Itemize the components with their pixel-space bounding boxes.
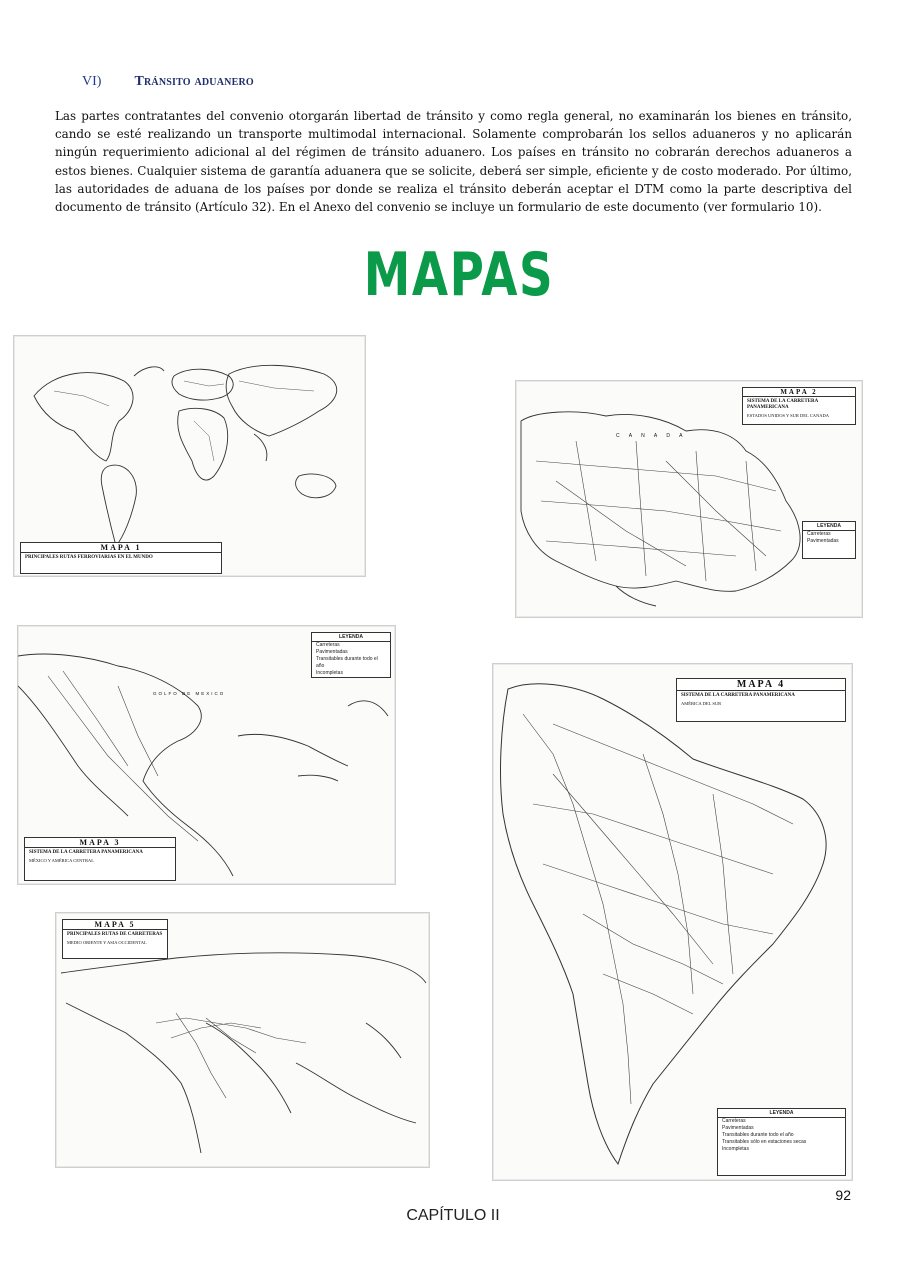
map-1	[13, 335, 366, 577]
map-3-label: MAPA 3	[25, 838, 175, 848]
map-3-legend-title: LEYENDA	[312, 633, 390, 642]
map-3-legend	[311, 632, 391, 678]
section-title: Tránsito aduanero	[134, 74, 254, 89]
map-3-legend-item: Incompletas	[316, 670, 343, 676]
map-4-legend-item: Transitables sólo en estaciones secas	[722, 1139, 807, 1145]
map-3-legend-item: Transitables durante todo el año	[316, 656, 378, 669]
map-4-legend-item: Transitables durante todo el año	[722, 1132, 794, 1138]
map-5	[55, 912, 430, 1168]
map-3-legend-item: Carreteras	[316, 642, 340, 648]
map-2-subtitle-2: ESTADOS UNIDOS Y SUR DEL CANADA	[747, 413, 830, 418]
page-number: 92	[835, 1187, 851, 1203]
map-5-subtitle-2: MEDIO ORIENTE Y ASIA OCCIDENTAL	[67, 940, 147, 945]
world-map-drawing	[14, 336, 365, 576]
map-3-subtitle: SISTEMA DE LA CARRETERA PANAMERICANA	[29, 850, 143, 855]
map-2-legend	[802, 521, 856, 559]
map-2-legend-item: Pavimentadas	[807, 538, 839, 544]
map-2-place-label: C A N A D A	[616, 433, 687, 439]
map-1-label: MAPA 1	[21, 543, 221, 553]
map-4-legend-item: Carreteras	[722, 1118, 746, 1124]
map-4-label: MAPA 4	[677, 679, 845, 691]
body-paragraph: Las partes contratantes del convenio otorgarán libertad de tránsito y como regla general, no examinarán los bienes en tránsito, cando se esté realizando un transporte multimodal internacional. Solamente comprobarán los sellos aduaneros y no aplicarán ningún requerimiento adicional al del régimen de tránsito aduanero. Los países en tránsito no cobrarán derechos aduaneros a estos bienes. Cualquier sistema de garantía aduanera que se solicite, deberá ser simple, eficiente y de costo moderado. Por último, las autoridades de aduana de los países por donde se realiza el tránsito deberán aceptar el DTM como la parte descriptiva del documento de tránsito (Artículo 32). En el Anexo del convenio se incluye un formulario de este documento (ver formulario 10).	[55, 109, 852, 215]
map-3	[17, 625, 396, 885]
map-3-place-label: GOLFO DE MEXICO	[153, 691, 226, 696]
map-3-legend-item: Pavimentadas	[316, 649, 348, 655]
maps-title: MAPAS	[363, 240, 555, 310]
map-2-legend-item: Carreteras	[807, 531, 831, 537]
chapter-footer: CAPÍTULO II	[406, 1207, 500, 1224]
map-2-legend-title: LEYENDA	[803, 522, 855, 531]
map-2-label: MAPA 2	[743, 388, 855, 397]
map-5-label: MAPA 5	[63, 920, 167, 930]
map-3-title-box	[24, 837, 176, 881]
map-4-title-box	[676, 678, 846, 722]
map-5-subtitle: PRINCIPALES RUTAS DE CARRETERAS	[67, 932, 163, 937]
section-number: VI)	[82, 74, 102, 89]
map-2	[515, 380, 863, 618]
map-1-legend	[20, 542, 222, 574]
map-5-title-box	[62, 919, 168, 959]
map-4-subtitle-2: AMÉRICA DEL SUR	[681, 701, 722, 706]
map-3-subtitle-2: MÉXICO Y AMÉRICA CENTRAL	[29, 858, 95, 863]
section-heading	[82, 74, 254, 90]
south-america-map-drawing	[493, 664, 852, 1180]
map-4	[492, 663, 853, 1181]
map-4-legend	[717, 1108, 846, 1176]
map-2-title-box	[742, 387, 856, 425]
map-4-legend-title: LEYENDA	[718, 1109, 845, 1118]
map-4-subtitle: SISTEMA DE LA CARRETERA PANAMERICANA	[681, 693, 795, 698]
map-4-legend-item: Incompletas	[722, 1146, 749, 1152]
map-2-subtitle: SISTEMA DE LA CARRETERA PANAMERICANA	[747, 399, 818, 410]
map-4-legend-item: Pavimentadas	[722, 1125, 754, 1131]
map-1-subtitle: PRINCIPALES RUTAS FERROVIARIAS EN EL MUNDO	[25, 555, 153, 560]
